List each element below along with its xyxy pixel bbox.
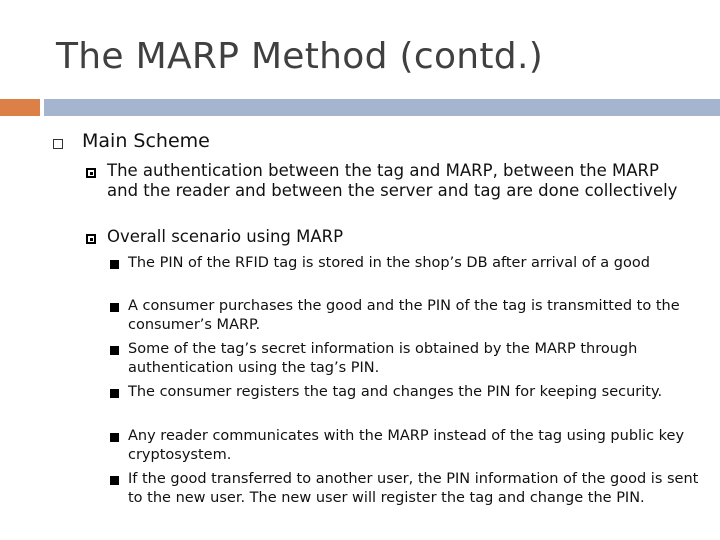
title-accent-bar	[0, 99, 40, 116]
level3-item: Some of the tag’s secret information is obtained by the MARP through authentication using the tag’s PIN.	[128, 341, 638, 376]
solid-square-bullet-icon	[110, 260, 119, 269]
solid-square-bullet-icon	[110, 346, 119, 355]
solid-square-bullet-icon	[110, 389, 119, 398]
title-divider-bar	[44, 99, 720, 116]
level3-item: If the good transferred to another user, the PIN information of the good is sent to the new user. The new user will register the tag and change the PIN.	[128, 471, 699, 506]
level3-item: The consumer registers the tag and changes the PIN for keeping security.	[128, 384, 663, 400]
level3-item: Any reader communicates with the MARP instead of the tag using public key cryptosystem.	[128, 428, 685, 463]
level3-item: The PIN of the RFID tag is stored in the shop’s DB after arrival of a good	[128, 255, 650, 271]
solid-square-bullet-icon	[110, 433, 119, 442]
square-bullet-icon	[86, 234, 96, 244]
solid-square-bullet-icon	[110, 303, 119, 312]
level2-item: The authentication between the tag and MARP, between the MARP and the reader and between the server and tag are done collectively	[107, 161, 678, 200]
hollow-square-bullet-icon	[53, 139, 63, 149]
level2-item: Overall scenario using MARP	[107, 227, 344, 246]
solid-square-bullet-icon	[110, 476, 119, 485]
slide-title: The MARP Method (contd.)	[56, 36, 544, 77]
square-bullet-icon	[86, 168, 96, 178]
main-scheme-heading: Main Scheme	[82, 130, 210, 152]
level3-item: A consumer purchases the good and the PIN of the tag is transmitted to the consumer’s MARP.	[128, 298, 680, 333]
